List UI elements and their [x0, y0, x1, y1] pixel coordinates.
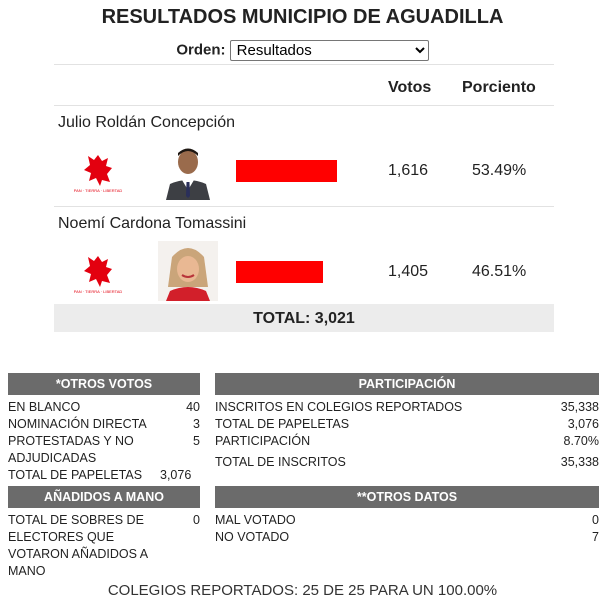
row-value: 8.70% — [563, 434, 599, 448]
row-value: 7 — [592, 530, 599, 544]
row-value: 35,338 — [560, 400, 599, 414]
otros-votos-table — [8, 373, 200, 484]
row-label: MAL VOTADO — [215, 513, 296, 527]
row-label: EN BLANCO — [8, 400, 81, 414]
otros-datos-header: **OTROS DATOS — [215, 486, 599, 508]
table-row — [215, 399, 599, 416]
row-label: INSCRITOS EN COLEGIOS REPORTADOS — [215, 400, 463, 414]
row-value: 0 — [193, 513, 200, 527]
candidate-photo — [158, 140, 218, 200]
candidate-row — [54, 106, 554, 207]
order-select[interactable] — [230, 40, 429, 61]
table-row — [8, 416, 200, 433]
row-label: TOTAL DE SOBRES DE ELECTORES QUE VOTARON AÑADIDOS A MANO — [8, 513, 148, 578]
participacion-header: PARTICIPACIÓN — [215, 373, 599, 395]
candidate-percent: 53.49% — [472, 162, 527, 179]
anadidos-header: AÑADIDOS A MANO — [8, 486, 200, 508]
row-label: TOTAL DE PAPELETAS — [215, 417, 350, 431]
results-table — [54, 64, 554, 308]
party-logo-icon — [74, 253, 122, 295]
vote-share-bar — [236, 261, 323, 283]
row-value: 3,076 — [160, 468, 192, 482]
row-value: 40 — [186, 400, 200, 414]
otros-datos-table — [215, 486, 599, 546]
otros-datos-body — [215, 508, 599, 546]
page-title: RESULTADOS MUNICIPIO DE AGUADILLA — [101, 6, 504, 28]
row-label: NOMINACIÓN DIRECTA — [8, 417, 147, 431]
party-logo-text: PAN · TIERRA · LIBERTAD — [74, 188, 122, 193]
votes-column-header: Votos — [388, 79, 432, 96]
table-row — [8, 433, 200, 467]
order-control — [0, 40, 605, 61]
otros-votos-body — [8, 395, 200, 484]
party-logo-icon — [74, 152, 122, 194]
table-row — [215, 416, 599, 433]
participacion-body — [215, 395, 599, 471]
participacion-table — [215, 373, 599, 471]
candidate-photo — [158, 241, 218, 301]
candidate-votes: 1,616 — [388, 162, 429, 179]
party-logo-text: PAN · TIERRA · LIBERTAD — [74, 289, 122, 294]
row-value: 3,076 — [567, 417, 599, 431]
table-row — [8, 467, 200, 484]
table-row — [215, 433, 599, 450]
row-label: TOTAL DE PAPELETAS — [8, 468, 143, 482]
table-row — [8, 399, 200, 416]
row-label: PARTICIPACIÓN — [215, 434, 311, 448]
row-label: TOTAL DE INSCRITOS — [215, 455, 346, 469]
candidate-votes: 1,405 — [388, 263, 429, 280]
row-value: 5 — [193, 434, 200, 448]
order-label: Orden: — [176, 41, 226, 59]
candidate-percent: 46.51% — [472, 263, 527, 280]
vote-share-bar — [236, 160, 337, 182]
row-value: 35,338 — [560, 455, 599, 469]
row-label: PROTESTADAS Y NO ADJUDICADAS — [8, 434, 134, 465]
candidate-name: Noemí Cardona Tomassini — [58, 215, 247, 232]
candidate-name: Julio Roldán Concepción — [58, 114, 235, 131]
anadidos-body — [8, 508, 200, 580]
colegios-reportados: COLEGIOS REPORTADOS: 25 DE 25 PARA UN 100.00% — [107, 582, 498, 599]
row-value: 3 — [193, 417, 200, 431]
row-value: 0 — [592, 513, 599, 527]
candidate-row — [54, 207, 554, 308]
table-row — [8, 512, 200, 580]
results-header — [54, 64, 554, 106]
row-label: NO VOTADO — [215, 530, 290, 544]
percent-column-header: Porciento — [462, 79, 536, 96]
anadidos-table — [8, 486, 200, 580]
table-row — [215, 454, 599, 471]
total-votes: TOTAL: 3,021 — [54, 304, 554, 332]
otros-votos-header: *OTROS VOTOS — [8, 373, 200, 395]
table-row — [215, 529, 599, 546]
table-row — [215, 512, 599, 529]
